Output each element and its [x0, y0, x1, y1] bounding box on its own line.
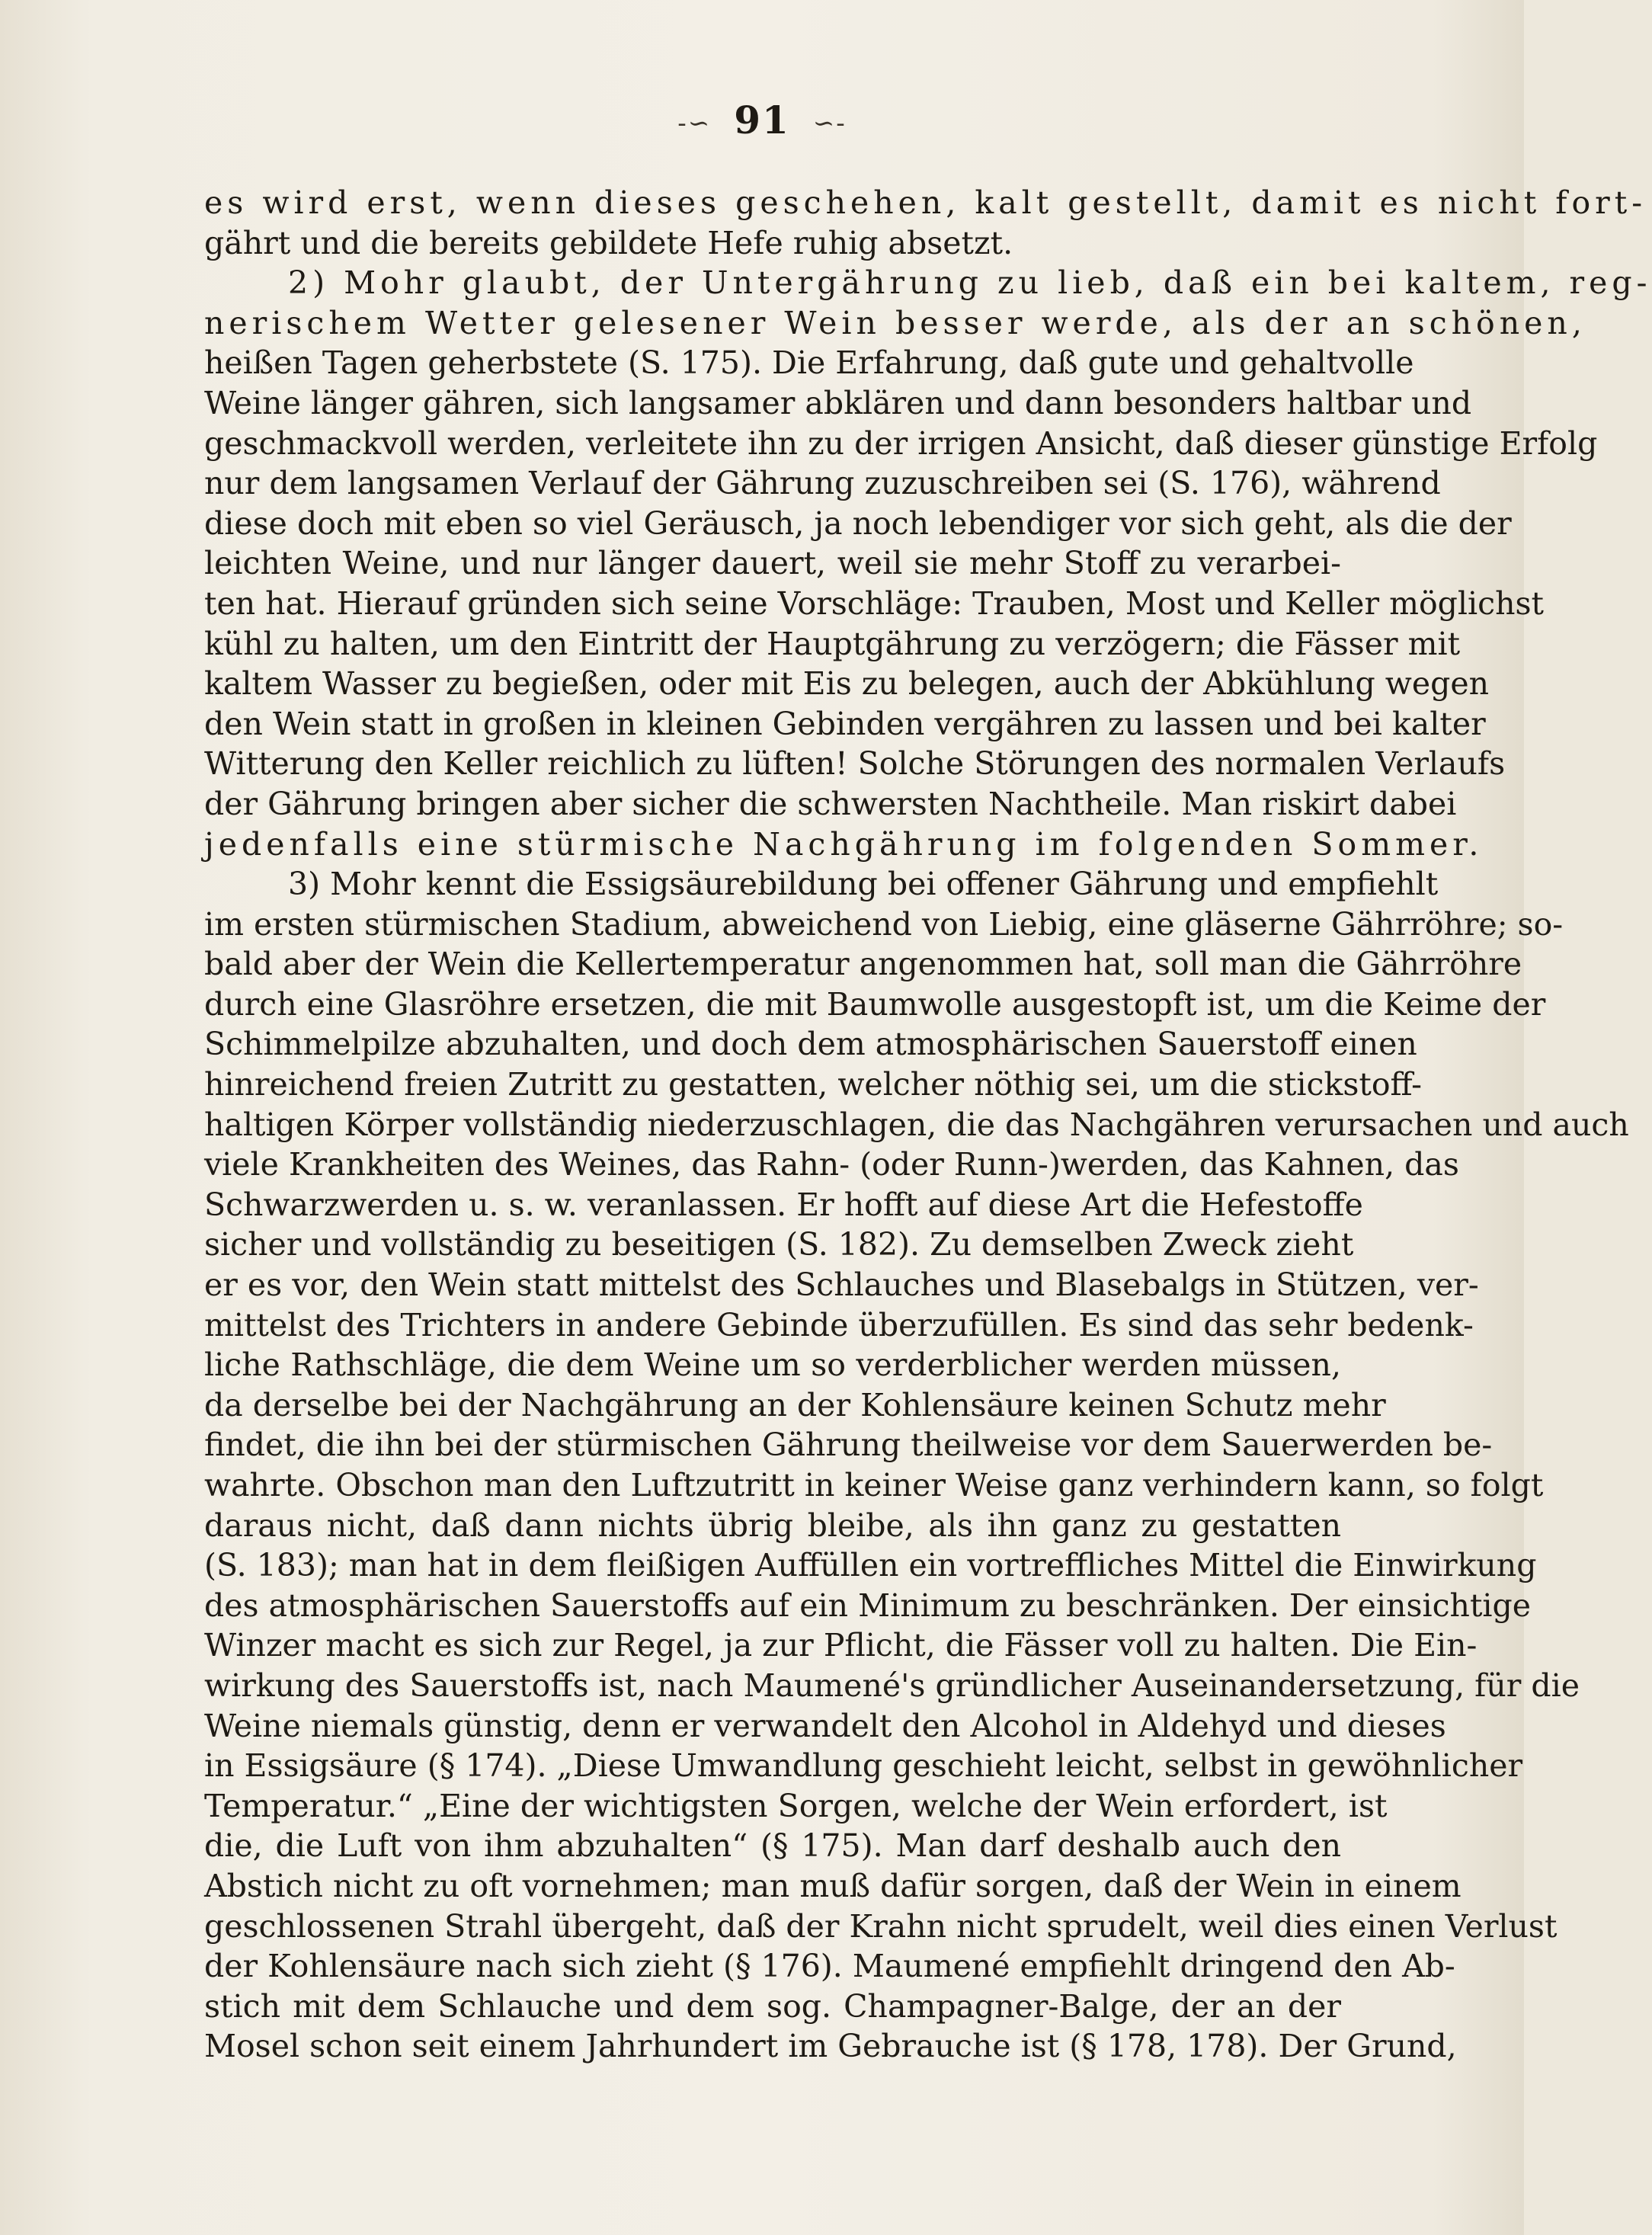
text-line: Mosel schon seit einem Jahrhundert im Gebrauche ist (§ 178, 178). Der Grund, [204, 2028, 1457, 2065]
text-line: wirkung des Sauerstoffs ist, nach Maumené's gründlicher Auseinandersetzung, für die [204, 1667, 1580, 1704]
text-line: er es vor, den Wein statt mittelst des Schlauches und Blasebalgs in Stützen, ver- [204, 1266, 1479, 1304]
text-line: Weine länger gähren, sich langsamer abklären und dann besonders haltbar und [204, 384, 1472, 421]
body-text [204, 183, 1652, 2067]
text-line: kühl zu halten, um den Eintritt der Hauptgährung zu verzögern; die Fässer mit [204, 625, 1461, 662]
text-line: leichten Weine, und nur länger dauert, weil sie mehr Stoff zu verarbei- [204, 545, 1341, 582]
text-line: 3) Mohr kennt die Essigsäurebildung bei offener Gährung und empfiehlt [288, 866, 1439, 903]
text-line: durch eine Glasröhre ersetzen, die mit Baumwolle ausgestopft ist, um die Keime der [204, 985, 1546, 1023]
text-line: hinreichend freien Zutritt zu gestatten, welcher nöthig sei, um die stickstoff- [204, 1066, 1423, 1103]
text-line: stich mit dem Schlauche und dem sog. Champagner-Balge, der an der [204, 1987, 1341, 2025]
text-line: der Kohlensäure nach sich zieht (§ 176). Maumené empfiehlt dringend den Ab- [204, 1948, 1455, 1985]
text-line: es wird erst, wenn dieses geschehen, kalt gestellt, damit es nicht fort- [204, 184, 1647, 221]
text-line: haltigen Körper vollständig niederzuschlagen, die das Nachgähren verursachen und auch [204, 1106, 1629, 1143]
left-ornament-icon: -∽ [677, 108, 712, 139]
text-line: geschmackvoll werden, verleitete ihn zu der irrigen Ansicht, daß dieser günstige Erfolg [204, 424, 1598, 462]
text-line: in Essigsäure (§ 174). „Diese Umwandlung geschieht leicht, selbst in gewöhnlicher [204, 1747, 1523, 1785]
text-line: nerischem Wetter gelesener Wein besser werde, als der an schönen, [204, 304, 1586, 341]
text-line: Temperatur.“ „Eine der wichtigsten Sorgen, welche der Wein erfordert, ist [204, 1787, 1388, 1824]
text-line: viele Krankheiten des Weines, das Rahn- (oder Runn-)werden, das Kahnen, das [204, 1146, 1459, 1183]
text-line: bald aber der Wein die Kellertemperatur angenommen hat, soll man die Gährröhre [204, 946, 1522, 983]
text-line: wahrte. Obschon man den Luftzutritt in keiner Weise ganz verhindern kann, so folgt [204, 1467, 1544, 1503]
text-line: jedenfalls eine stürmische Nachgährung im folgenden Sommer. [204, 825, 1484, 863]
page-header [0, 98, 1524, 142]
text-line: der Gährung bringen aber sicher die schwersten Nachtheile. Man riskirt dabei [204, 785, 1457, 822]
text-line: da derselbe bei der Nachgährung an der Kohlensäure keinen Schutz mehr [204, 1386, 1386, 1423]
text-line: nur dem langsamen Verlauf der Gährung zuzuschreiben sei (S. 176), während [204, 465, 1441, 502]
text-line: sicher und vollständig zu beseitigen (S. 182). Zu demselben Zweck zieht [204, 1226, 1354, 1263]
text-line: kaltem Wasser zu begießen, oder mit Eis zu belegen, auch der Abkühlung wegen [204, 665, 1490, 703]
text-line: 2) Mohr glaubt, der Untergährung zu lieb, daß ein bei kaltem, reg- [288, 264, 1652, 302]
text-line: daraus nicht, daß dann nichts übrig bleibe, als ihn ganz zu gestatten [204, 1507, 1341, 1544]
text-line: gährt und die bereits gebildete Hefe ruhig absetzt. [204, 224, 1013, 261]
text-line: Weine niemals günstig, denn er verwandelt den Alcohol in Aldehyd und dieses [204, 1707, 1446, 1744]
text-line: findet, die ihn bei der stürmischen Gährung theilweise vor dem Sauerwerden be- [204, 1426, 1493, 1464]
text-line: mittelst des Trichters in andere Gebinde überzufüllen. Es sind das sehr bedenk- [204, 1306, 1474, 1343]
text-line: den Wein statt in großen in kleinen Gebinden vergähren zu lassen und bei kalter [204, 705, 1486, 742]
text-line: Schwarzwerden u. s. w. veranlassen. Er hofft auf diese Art die Hefestoffe [204, 1186, 1363, 1223]
text-line: (S. 183); man hat in dem fleißigen Auffüllen ein vortreffliches Mittel die Einwirkung [204, 1547, 1537, 1584]
text-line: Witterung den Keller reichlich zu lüften! Solche Störungen des normalen Verlaufs [204, 745, 1506, 783]
text-line: die, die Luft von ihm abzuhalten“ (§ 175). Man darf deshalb auch den [204, 1827, 1341, 1865]
right-ornament-icon: ∽- [812, 108, 847, 139]
text-line: heißen Tagen geherbstete (S. 175). Die Erfahrung, daß gute und gehaltvolle [204, 344, 1414, 382]
text-line: geschlossenen Strahl übergeht, daß der Krahn nicht sprudelt, weil dies einen Verlust [204, 1907, 1558, 1945]
text-line: Winzer macht es sich zur Regel, ja zur Pflicht, die Fässer voll zu halten. Die Ein- [204, 1627, 1478, 1664]
text-line: im ersten stürmischen Stadium, abweichend von Liebig, eine gläserne Gährröhre; so- [204, 905, 1564, 943]
page-number: 91 [734, 98, 790, 142]
text-line: ten hat. Hierauf gründen sich seine Vorschläge: Trauben, Most und Keller möglichst [204, 584, 1544, 622]
text-line: Abstich nicht zu oft vornehmen; man muß dafür sorgen, daß der Wein in einem [204, 1867, 1462, 1904]
text-line: des atmosphärischen Sauerstoffs auf ein Minimum zu beschränken. Der einsichtige [204, 1587, 1532, 1624]
text-line: diese doch mit eben so viel Geräusch, ja noch lebendiger vor sich geht, als die der [204, 504, 1512, 542]
text-line: liche Rathschläge, die dem Weine um so verderblicher werden müssen, [204, 1346, 1341, 1384]
text-line: Schimmelpilze abzuhalten, und doch dem atmosphärischen Sauerstoff einen [204, 1026, 1417, 1063]
